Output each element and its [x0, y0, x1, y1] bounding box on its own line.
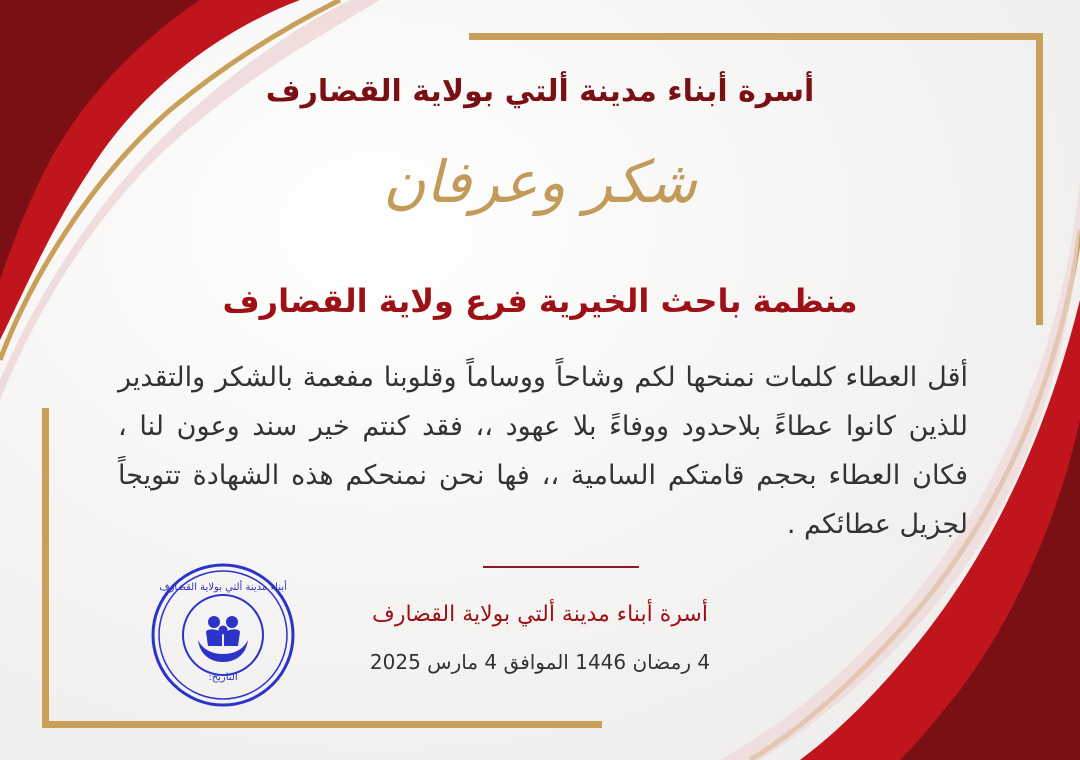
recipient-name: منظمة باحث الخيرية فرع ولاية القضارف — [222, 282, 858, 320]
family-hands-icon — [198, 616, 248, 662]
signature-date: 4 رمضان 1446 الموافق 4 مارس 2025 — [369, 650, 711, 674]
signature-name: أسرة أبناء مدينة ألتي بولاية القضارف — [372, 602, 708, 627]
calligraphy-title: شكر وعرفان — [383, 148, 697, 216]
certificate-body: أقل العطاء كلمات نمنحها لكم وشاحاً ووساماً وقلوبنا مفعمة بالشكر والتقدير للذين كانوا عطاءً بلاحدود ووفاءً بلا عهود ،، فقد كنتم خير سند وعون لنا ، فكان العطاء بحجم قامتكم السامية ،، فها نحن نمنحكم هذه الشهادة تتويجاً لجزيل عطائكم . — [118, 362, 968, 540]
stamp-date-label: التاريخ: — [208, 672, 238, 683]
stamp-ring-text: أبناء مدينة ألتي بولاية القضارف — [159, 582, 287, 593]
header-title: أسرة أبناء مدينة ألتي بولاية القضارف — [265, 74, 815, 109]
divider — [483, 566, 639, 568]
